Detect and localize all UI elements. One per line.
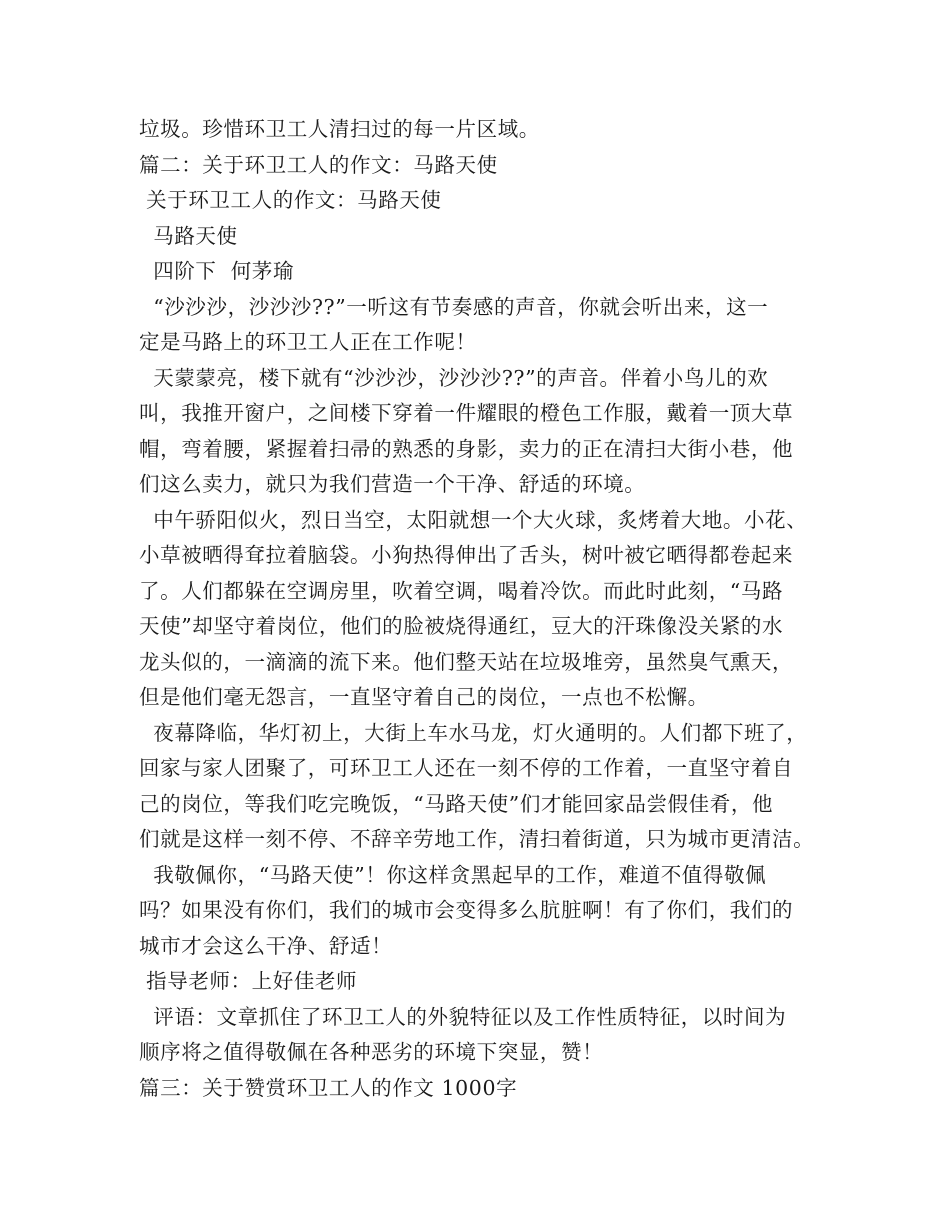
text-line: 龙头似的，一滴滴的流下来。他们整天站在垃圾堆旁，虽然臭气熏天， — [139, 649, 794, 674]
text-line: 城市才会这么干净、舒适！ — [139, 933, 393, 958]
text-line: 回家与家人团聚了，可环卫工人还在一刻不停的工作着，一直坚守着自 — [139, 756, 794, 780]
text-line: 们这么卖力，就只为我们营造一个干净、舒适的环境。 — [139, 472, 646, 496]
text-line: 小草被晒得耷拉着脑袋。小狗热得伸出了舌头，树叶被它晒得都卷起来 — [139, 543, 794, 567]
teacher-line: 指导老师：上好佳老师 — [139, 969, 358, 993]
text-line: 了。人们都躲在空调房里，吹着空调，喝着冷饮。而此时此刻，“马路 — [139, 578, 784, 603]
text-line: 叫，我推开窗户，之间楼下穿着一件耀眼的橙色工作服，戴着一顶大草 — [139, 401, 794, 425]
text-line: 天蒙蒙亮，楼下就有“沙沙沙，沙沙沙??”的声音。伴着小鸟儿的欢 — [139, 365, 769, 390]
author-line: 四阶下 何茅瑜 — [139, 259, 295, 283]
comment-line: 评语：文章抓住了环卫工人的外貌特征以及工作性质特征，以时间为 — [139, 1004, 787, 1029]
article-subtitle: 马路天使 — [139, 223, 238, 248]
text-line: 们就是这样一刻不停、不辞辛劳地工作，清扫着街道，只为城市更清洁。 — [139, 827, 815, 851]
document-body — [139, 112, 829, 1106]
article-title: 关于环卫工人的作文：马路天使 — [139, 188, 442, 212]
text-line: 己的岗位，等我们吃完晚饭，“马路天使”们才能回家品尝假佳肴，他 — [139, 791, 774, 816]
section-heading: 篇三：关于赞赏环卫工人的作文 1000字 — [139, 1075, 518, 1100]
text-line: 吗？如果没有你们，我们的城市会变得多么肮脏啊！有了你们，我们的 — [139, 898, 794, 922]
text-line: 夜幕降临，华灯初上，大街上车水马龙，灯火通明的。人们都下班了， — [139, 720, 808, 745]
text-line: 定是马路上的环卫工人正在工作呢！ — [139, 330, 477, 354]
text-line: 中午骄阳似火，烈日当空，太阳就想一个大火球，炙烤着大地。小花、 — [139, 507, 808, 532]
text-line: 但是他们毫无怨言，一直坚守着自己的岗位，一点也不松懈。 — [139, 685, 709, 709]
text-line: 天使”却坚守着岗位，他们的脸被烧得通红，豆大的汗珠像没关紧的水 — [139, 614, 784, 638]
text-line: 垃圾。珍惜环卫工人清扫过的每一片区域。 — [139, 117, 540, 141]
section-heading: 篇二：关于环卫工人的作文：马路天使 — [139, 152, 498, 177]
text-line: 我敬佩你，“马路天使”！你这样贪黑起早的工作，难道不值得敬佩 — [139, 862, 767, 887]
text-line: 帽，弯着腰，紧握着扫帚的熟悉的身影，卖力的正在清扫大街小巷，他 — [139, 436, 794, 461]
text-line: “沙沙沙，沙沙沙??”一听这有节奏感的声音，你就会听出来，这一 — [139, 294, 769, 319]
comment-line: 顺序将之值得敬佩在各种恶劣的环境下突显，赞！ — [139, 1040, 604, 1064]
